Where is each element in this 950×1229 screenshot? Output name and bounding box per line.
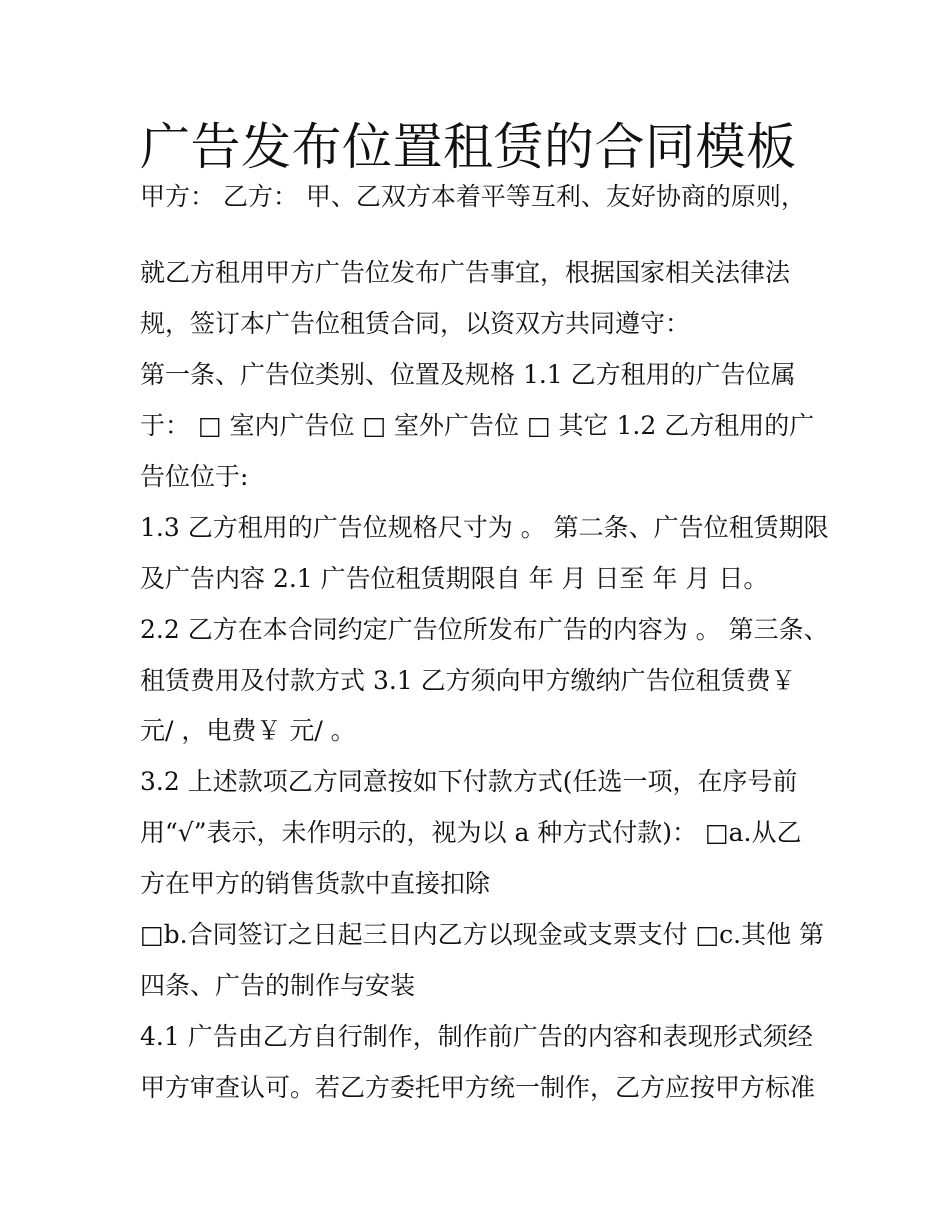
text-line: 甲方： 乙方： 甲、乙双方本着平等互利、友好协商的原则， [140, 182, 806, 211]
text-line: 4.1 广告由乙方自行制作，制作前广告的内容和表现形式须经 [140, 1022, 813, 1051]
text-line: 于： □ 室内广告位 □ 室外广告位 □ 其它 1.2 乙方租用的广 [140, 411, 815, 440]
text-line: 第一条、广告位类别、位置及规格 1.1 乙方租用的广告位属 [140, 360, 796, 389]
text-line: 规，签订本广告位租赁合同，以资双方共同遵守： [140, 309, 691, 338]
text-line: 租赁费用及付款方式 3.1 乙方须向甲方缴纳广告位租赁费￥ [140, 666, 796, 695]
text-line: 及广告内容 2.1 广告位租赁期限自 年 月 日至 年 月 日。 [140, 564, 769, 593]
text-line: 3.2 上述款项乙方同意按如下付款方式(任选一项，在序号前 [140, 767, 798, 796]
text-line: 2.2 乙方在本合同约定广告位所发布广告的内容为 。 第三条、 [140, 615, 829, 644]
text-line: 方在甲方的销售货款中直接扣除 [140, 869, 491, 898]
text-line: 用“√”表示，未作明示的，视为以 a 种方式付款)： □a.从乙 [140, 818, 802, 847]
document-title: 广告发布位置租赁的合同模板 [140, 118, 797, 176]
text-line: □b.合同签订之日起三日内乙方以现金或支票支付 □c.其他 第 [140, 920, 825, 949]
text-line: 1.3 乙方租用的广告位规格尺寸为 。 第二条、广告位租赁期限 [140, 513, 829, 542]
text-line: 就乙方租用甲方广告位发布广告事宜，根据国家相关法律法 [140, 258, 791, 287]
text-line: 告位位于: [140, 462, 249, 491]
text-line: 甲方审查认可。若乙方委托甲方统一制作，乙方应按甲方标准 [140, 1073, 816, 1102]
text-line: 元/ ，电费￥ 元/ 。 [140, 716, 356, 745]
text-line: 四条、广告的制作与安装 [140, 971, 416, 1000]
